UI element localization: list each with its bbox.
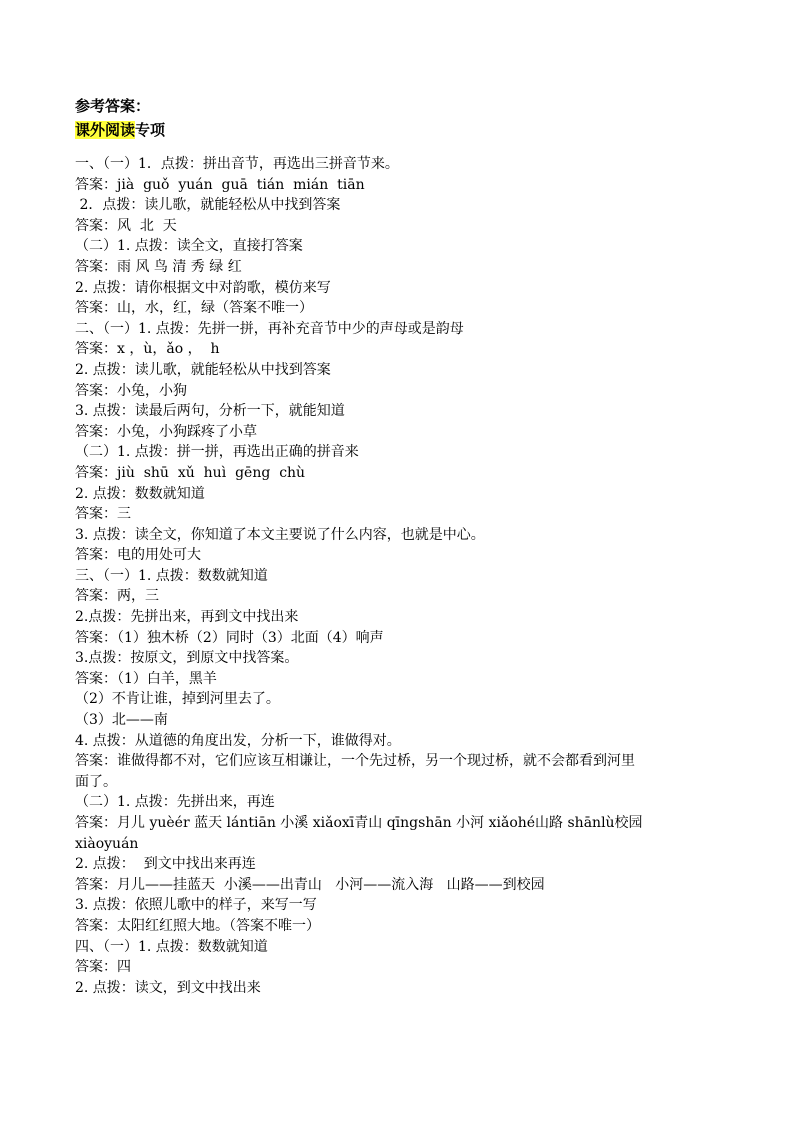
section-title-highlight: 课外阅读 [75, 121, 136, 139]
text-line: 2. 点拨：请你根据文中对韵歌，模仿来写 [75, 279, 331, 296]
text-line: 答案：小兔，小狗 [75, 382, 187, 399]
section-title-rest: 专项 [135, 121, 166, 139]
text-line: （二）1. 点拨：先拼出来，再连 [75, 794, 275, 811]
text-line: 答案：小兔，小狗踩疼了小草 [75, 423, 257, 440]
text-line: xiàoyuán [75, 835, 139, 852]
text-line: 答案：谁做得都不对，它们应该互相谦让，一个先过桥，另一个现过桥，就不会都看到河里 [75, 753, 635, 770]
text-line: 3.点拨：按原文，到原文中找答案。 [75, 650, 299, 667]
answer-lines [75, 154, 735, 998]
text-line: 一、（一）1．点拨：拼出音节，再选出三拼音节来。 [75, 156, 399, 172]
text-line: 答案：雨 风 鸟 清 秀 绿 红 [75, 258, 242, 275]
text-line: 答案：太阳红红照大地。（答案不唯一） [75, 917, 320, 934]
text-line: 二、（一）1. 点拨：先拼一拼，再补充音节中少的声母或是韵母 [75, 320, 464, 337]
answer-title: 参考答案： [75, 97, 151, 115]
text-line: 3. 点拨：读最后两句，分析一下，就能知道 [75, 403, 345, 420]
text-line: （2）不肯让谁，掉到河里去了。 [75, 691, 280, 708]
text-line: 答案：风 北 天 [75, 217, 177, 234]
text-line: （二）1. 点拨：拼一拼，再选出正确的拼音来 [75, 444, 359, 461]
text-line: 答案：jià guǒ yuán guā tián mián tiān [75, 176, 365, 193]
text-line: 3. 点拨：依照儿歌中的样子，来写一写 [75, 897, 317, 914]
text-line: 答案：（1）独木桥（2）同时（3）北面（4）响声 [75, 629, 384, 646]
text-line: 答案：jiù shū xǔ huì gēng chù [75, 464, 306, 481]
text-line: 三、（一）1. 点拨：数数就知道 [75, 567, 268, 584]
section-title [75, 118, 735, 142]
text-line: 2．点拨：读儿歌，就能轻松从中找到答案 [75, 197, 341, 214]
document-page [75, 94, 735, 998]
text-line: 答案：四 [75, 959, 131, 976]
text-line: 3. 点拨：读全文，你知道了本文主要说了什么内容，也就是中心。 [75, 526, 485, 543]
text-line: 2. 点拨： 到文中找出来再连 [75, 856, 256, 873]
text-line: 2. 点拨：读儿歌，就能轻松从中找到答案 [75, 361, 331, 378]
text-line: 答案：月儿——挂蓝天 小溪——出青山 小河——流入海 山路——到校园 [75, 876, 545, 893]
text-line: 答案：x ，ù，ǎo ， h [75, 341, 220, 358]
text-line: 答案：（1）白羊，黑羊 [75, 670, 217, 687]
text-line: （二）1. 点拨：读全文，直接打答案 [75, 238, 303, 255]
text-line: 答案：三 [75, 506, 131, 523]
text-line: 答案：月儿 yuèér 蓝天 lántiān 小溪 xiǎoxī青山 qīngshān 小河 xiǎohé山路 shānlù校园 [75, 815, 643, 831]
text-line: 答案：电的用处可大 [75, 547, 201, 564]
text-line: 2. 点拨：读文，到文中找出来 [75, 979, 261, 996]
text-line: 答案：山，水，红，绿（答案不唯一） [75, 300, 313, 317]
text-line: 2. 点拨：数数就知道 [75, 485, 205, 502]
text-line: （3）北——南 [75, 712, 168, 729]
text-line: 答案：两，三 [75, 588, 159, 605]
text-line: 面了。 [75, 773, 117, 790]
text-line: 四、（一）1. 点拨：数数就知道 [75, 938, 268, 955]
text-line: 4. 点拨：从道德的角度出发，分析一下，谁做得对。 [75, 732, 401, 749]
text-line: 2.点拨：先拼出来，再到文中找出来 [75, 609, 299, 626]
